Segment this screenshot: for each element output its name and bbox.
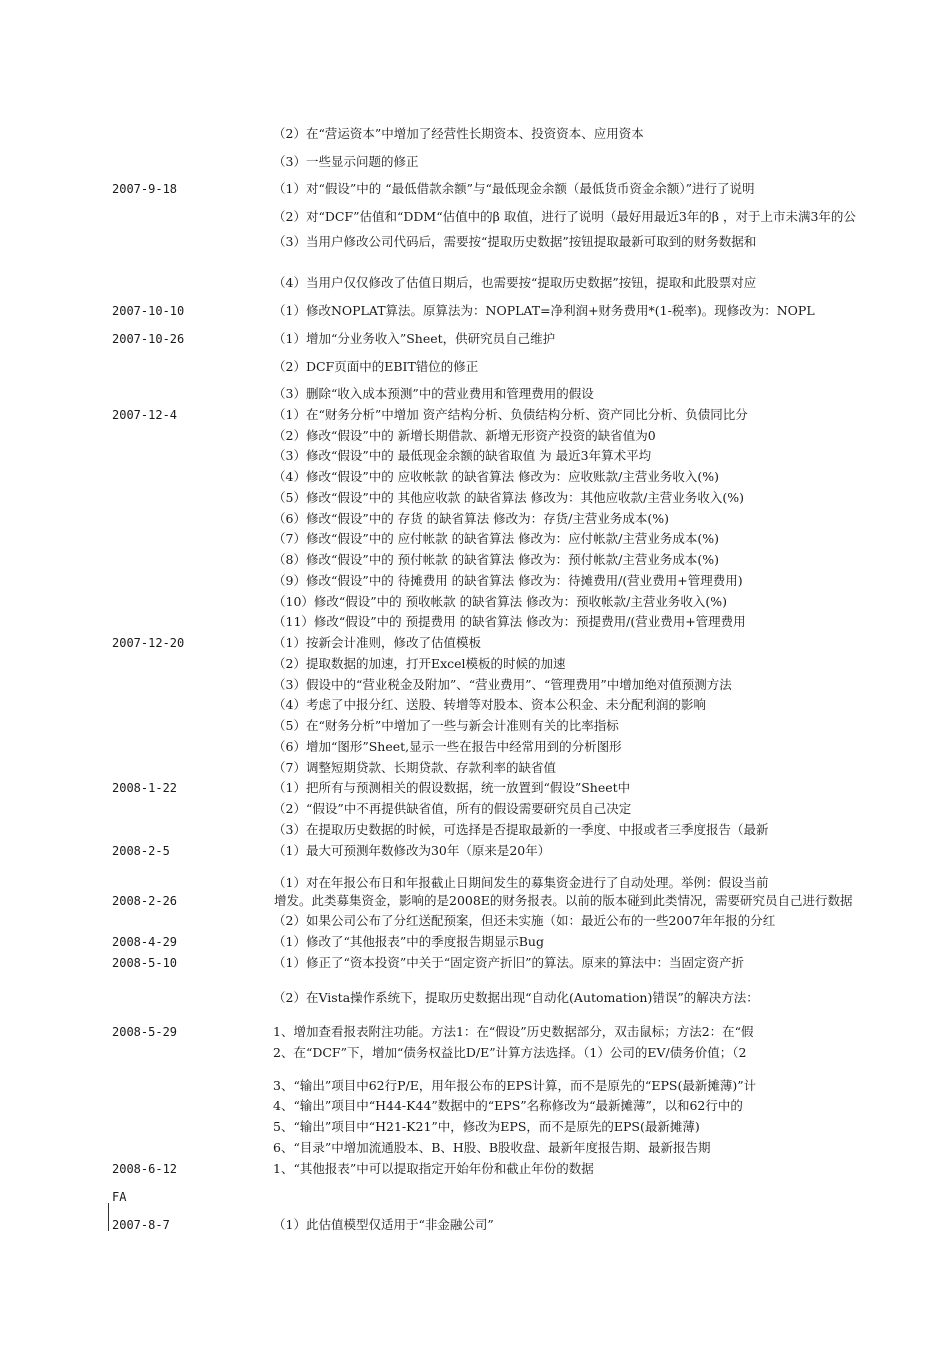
change-text-cell: （2）在Vista操作系统下，提取历史数据出现“自动化(Automation)错误”的解决方法：: [273, 990, 759, 1005]
change-text-cell: （2）对“DCF”估值和“DDM“估值中的β 取值，进行了说明（最好用最近3年的β ，对于上市未满3年的公: [273, 209, 856, 224]
log-row: [0, 447, 950, 465]
log-row: [0, 1077, 950, 1095]
log-row: [0, 1118, 950, 1136]
change-text-cell: （8）修改“假设”中的 预付帐款 的缺省算法 修改为：预付帐款/主营业务成本(%): [273, 552, 719, 567]
change-text-cell: （5）在“财务分析”中增加了一些与新会计准则有关的比率指标: [273, 718, 619, 733]
log-row: [0, 779, 950, 797]
change-text-cell: 1、增加查看报表附注功能。方法1：在“假设”历史数据部分，双击鼠标；方法2：在“假: [273, 1024, 754, 1039]
change-text-cell: （1）修改了“其他报表”中的季度报告期显示Bug: [273, 934, 544, 949]
change-text-cell: （2）修改“假设”中的 新增长期借款、新增无形资产投资的缺省值为0: [273, 428, 656, 443]
change-text-cell: （3）修改“假设”中的 最低现金余额的缺省取值 为 最近3年算术平均: [273, 448, 652, 463]
date-cell: 2008-1-22: [112, 781, 178, 795]
log-row: [0, 696, 950, 714]
change-text-cell: （1）对“假设”中的 “最低借款余额”与“最低现金余额（最低货币资金余额）”进行了说明: [273, 181, 755, 196]
change-text-cell: 2、在“DCF”下，增加“债务权益比D/E”计算方法选择。（1）公司的EV/债务价值；（2: [273, 1045, 747, 1060]
log-row: [0, 759, 950, 777]
date-cell: 2007-10-10: [112, 304, 185, 318]
change-text-cell: 增发。此类募集资金，影响的是2008E的财务报表。以前的版本碰到此类情况，需要研究员自己进行数据: [274, 893, 853, 908]
change-text-cell: （7）修改“假设”中的 应付帐款 的缺省算法 修改为：应付帐款/主营业务成本(%): [273, 531, 719, 546]
date-cell: 2008-6-12: [112, 1162, 178, 1176]
log-row: [0, 676, 950, 694]
log-row: [0, 933, 950, 951]
log-row: [0, 1216, 950, 1234]
log-row: [0, 1160, 950, 1178]
change-text-cell: 4、“输出”项目中“H44-K44”数据中的“EPS”名称修改为“最新摊薄”，以和62行中的: [273, 1098, 743, 1113]
log-row: [0, 153, 950, 171]
change-text-cell: （1）把所有与预测相关的假设数据，统一放置到“假设”Sheet中: [273, 780, 631, 795]
log-row: [0, 613, 950, 631]
change-text-cell: （3）在提取历史数据的时候，可选择是否提取最新的一季度、中报或者三季度报告（最新: [273, 822, 769, 837]
change-text-cell: （2）提取数据的加速，打开Excel模板的时候的加速: [273, 656, 566, 671]
log-row: [0, 125, 950, 143]
log-row: [0, 954, 950, 972]
log-row: [0, 1097, 950, 1115]
change-text-cell: （3）一些显示问题的修正: [273, 154, 419, 169]
change-text-cell: （6）修改“假设”中的 存货 的缺省算法 修改为：存货/主营业务成本(%): [273, 511, 669, 526]
change-text-cell: （1）修改NOPLAT算法。原算法为：NOPLAT=净利润+财务费用*(1-税率)。现修改为：NOPL: [273, 303, 815, 318]
log-row: [0, 989, 950, 1007]
log-row: [0, 1044, 950, 1062]
log-row: [0, 468, 950, 486]
change-text-cell: （3）删除“收入成本预测”中的营业费用和管理费用的假设: [273, 386, 594, 401]
log-row: [0, 233, 950, 251]
date-cell: 2008-5-10: [112, 956, 178, 970]
log-row: [0, 912, 950, 930]
change-text-cell: （2）在“营运资本”中增加了经营性长期资本、投资资本、应用资本: [273, 126, 644, 141]
log-row: [0, 892, 950, 910]
change-text-cell: （4）当用户仅仅修改了估值日期后，也需要按“提取历史数据”按钮，提取和此股票对应: [273, 275, 757, 290]
log-row: [0, 358, 950, 376]
change-text-cell: （3）假设中的“营业税金及附加”、“营业费用”、“管理费用”中增加绝对值预测方法: [273, 677, 732, 692]
date-cell: 2007-10-26: [112, 332, 185, 346]
log-row: [0, 385, 950, 403]
date-cell: 2008-2-5: [112, 844, 170, 858]
change-text-cell: （1）修正了“资本投资”中关于“固定资产折旧”的算法。原来的算法中：当固定资产折: [273, 955, 745, 970]
date-cell: 2007-12-4: [112, 408, 178, 422]
change-text-cell: （10）修改“假设”中的 预收帐款 的缺省算法 修改为：预收帐款/主营业务收入(%): [273, 594, 727, 609]
log-row: [0, 572, 950, 590]
change-text-cell: （2）DCF页面中的EBIT错位的修正: [273, 359, 479, 374]
log-row: [0, 1023, 950, 1041]
change-text-cell: 6、“目录”中增加流通股本、B、H股、B股收盘、最新年度报告期、最新报告期: [273, 1140, 711, 1155]
log-row: [0, 1139, 950, 1157]
change-text-cell: 5、“输出”项目中“H21-K21”中，修改为EPS，而不是原先的EPS(最新摊薄): [273, 1119, 700, 1134]
change-text-cell: （6）增加“图形”Sheet,显示一些在报告中经常用到的分析图形: [273, 739, 622, 754]
log-row: [0, 406, 950, 424]
date-cell: 2008-5-29: [112, 1025, 178, 1039]
log-row: [0, 489, 950, 507]
log-row: [0, 800, 950, 818]
change-text-cell: （11）修改“假设”中的 预提费用 的缺省算法 修改为：预提费用/(营业费用+管理费用: [273, 614, 746, 629]
log-row: [0, 717, 950, 735]
date-cell: 2007-12-20: [112, 636, 185, 650]
change-text-cell: （1）对在年报公布日和年报截止日期间发生的募集资金进行了自动处理。举例：假设当前: [273, 875, 769, 890]
change-text-cell: （1）此估值模型仅适用于“非金融公司”: [273, 1217, 494, 1232]
change-text-cell: 3、“输出”项目中62行P/E，用年报公布的EPS计算，而不是原先的“EPS(最新摊薄)”计: [273, 1078, 757, 1093]
log-row: [0, 208, 950, 226]
log-row: [0, 1188, 950, 1206]
log-row: [0, 302, 950, 320]
change-text-cell: （1）按新会计准则，修改了估值模板: [273, 635, 481, 650]
change-text-cell: 1、“其他报表”中可以提取指定开始年份和截止年份的数据: [273, 1161, 594, 1176]
change-text-cell: （2）“假设”中不再提供缺省值，所有的假设需要研究员自己决定: [273, 801, 632, 816]
log-row: [0, 510, 950, 528]
log-row: [0, 738, 950, 756]
log-row: [0, 593, 950, 611]
log-row: [0, 874, 950, 892]
text-cursor: [108, 1203, 109, 1231]
log-row: [0, 634, 950, 652]
log-row: [0, 530, 950, 548]
change-text-cell: （2）如果公司公布了分红送配预案，但还未实施（如：最近公布的一些2007年年报的分红: [273, 913, 776, 928]
change-text-cell: （4）考虑了中报分红、送股、转增等对股本、资本公积金、未分配利润的影响: [273, 697, 706, 712]
change-text-cell: （1）在“财务分析”中增加 资产结构分析、负债结构分析、资产同比分析、负债同比分: [273, 407, 748, 422]
log-row: [0, 821, 950, 839]
date-cell: FA: [112, 1190, 127, 1204]
log-row: [0, 842, 950, 860]
change-text-cell: （5）修改“假设”中的 其他应收款 的缺省算法 修改为：其他应收款/主营业务收入(%): [273, 490, 744, 505]
change-text-cell: （9）修改“假设”中的 待摊费用 的缺省算法 修改为：待摊费用/(营业费用+管理费用): [273, 573, 743, 588]
date-cell: 2007-9-18: [112, 182, 178, 196]
change-text-cell: （1）最大可预测年数修改为30年（原来是20年）: [273, 843, 551, 858]
change-text-cell: （7）调整短期贷款、长期贷款、存款利率的缺省值: [273, 760, 556, 775]
log-row: [0, 551, 950, 569]
log-row: [0, 427, 950, 445]
date-cell: 2008-2-26: [112, 894, 178, 908]
change-text-cell: （4）修改“假设”中的 应收帐款 的缺省算法 修改为：应收账款/主营业务收入(%): [273, 469, 719, 484]
log-row: [0, 180, 950, 198]
date-cell: 2007-8-7: [112, 1218, 170, 1232]
change-text-cell: （3）当用户修改公司代码后，需要按“提取历史数据”按钮提取最新可取到的财务数据和: [273, 234, 757, 249]
change-text-cell: （1）增加“分业务收入”Sheet，供研究员自己维护: [273, 331, 556, 346]
date-cell: 2008-4-29: [112, 935, 178, 949]
log-row: [0, 330, 950, 348]
log-row: [0, 274, 950, 292]
log-row: [0, 655, 950, 673]
